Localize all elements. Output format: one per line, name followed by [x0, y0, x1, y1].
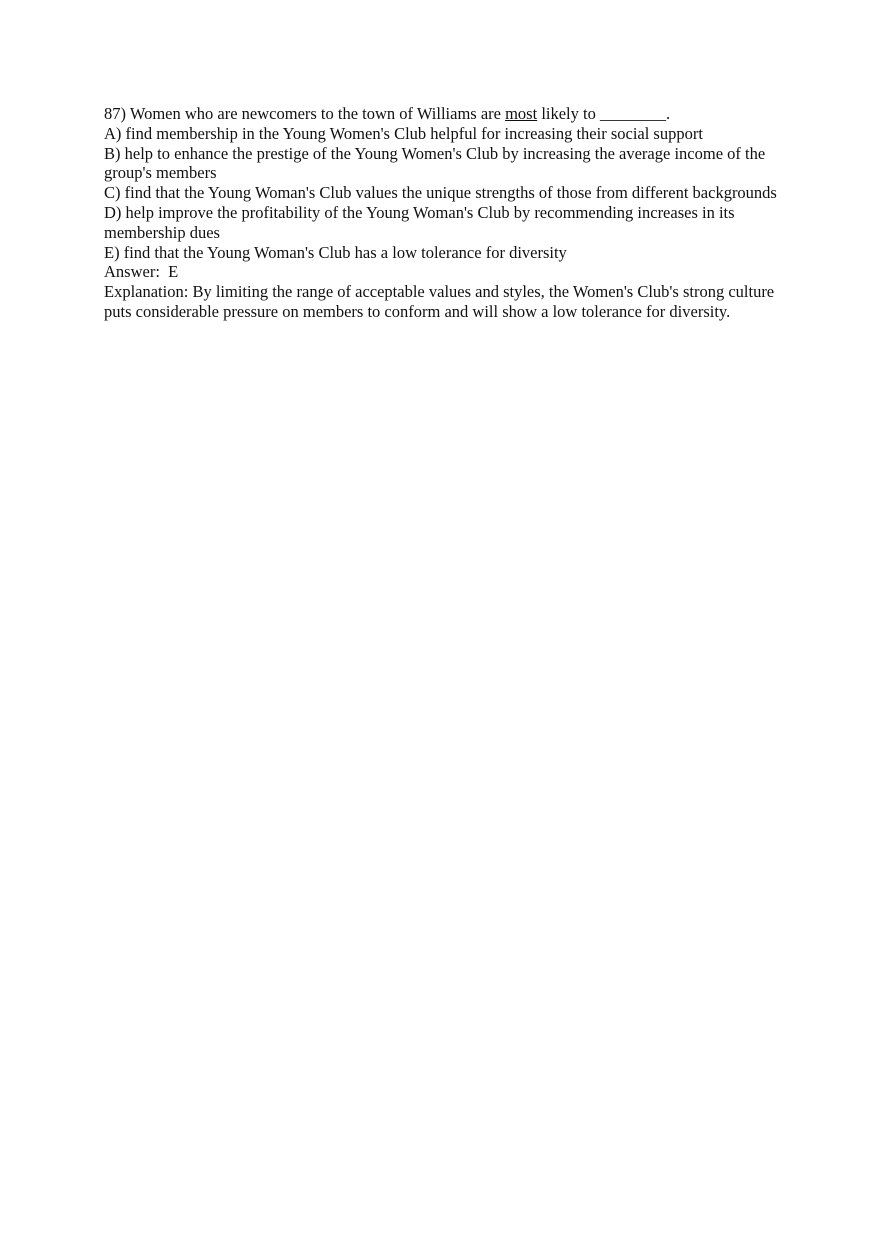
- question-number: 87): [104, 104, 126, 123]
- answer-line: [104, 262, 784, 282]
- explanation: [104, 282, 784, 322]
- option-c: [104, 183, 784, 203]
- option-e: [104, 243, 784, 263]
- option-a: [104, 124, 784, 144]
- option-e-label: E): [104, 242, 120, 262]
- option-d-text: help improve the profitability of the Young Woman's Club by recommending increases in its membership dues: [104, 202, 735, 242]
- option-a-text: find membership in the Young Women's Club helpful for increasing their social support: [125, 123, 703, 143]
- option-c-label: C): [104, 183, 121, 203]
- question-text-before: Women who are newcomers to the town of Williams are: [129, 104, 501, 123]
- explanation-text: By limiting the range of acceptable values and styles, the Women's Club's strong culture puts considerable pressure on members to conform and will show a low tolerance for diversity.: [104, 282, 775, 321]
- option-e-text: find that the Young Woman's Club has a low tolerance for diversity: [123, 242, 567, 262]
- option-a-label: A): [104, 123, 122, 143]
- option-c-text: find that the Young Woman's Club values the unique strengths of those from different backgrounds: [124, 183, 777, 203]
- question-text-after: likely to ________.: [541, 104, 671, 123]
- question-stem: [104, 104, 784, 124]
- option-d-label: D): [104, 202, 122, 222]
- option-b: [104, 144, 784, 184]
- option-d: [104, 203, 784, 243]
- option-b-text: help to enhance the prestige of the Young Women's Club by increasing the average income of the group's members: [104, 143, 766, 183]
- option-b-label: B): [104, 143, 121, 163]
- answer-label: Answer:: [104, 262, 160, 282]
- question-emphasis: most: [505, 104, 538, 123]
- explanation-label: Explanation:: [104, 282, 189, 302]
- question-block: [104, 104, 784, 322]
- answer-value: E: [168, 262, 179, 282]
